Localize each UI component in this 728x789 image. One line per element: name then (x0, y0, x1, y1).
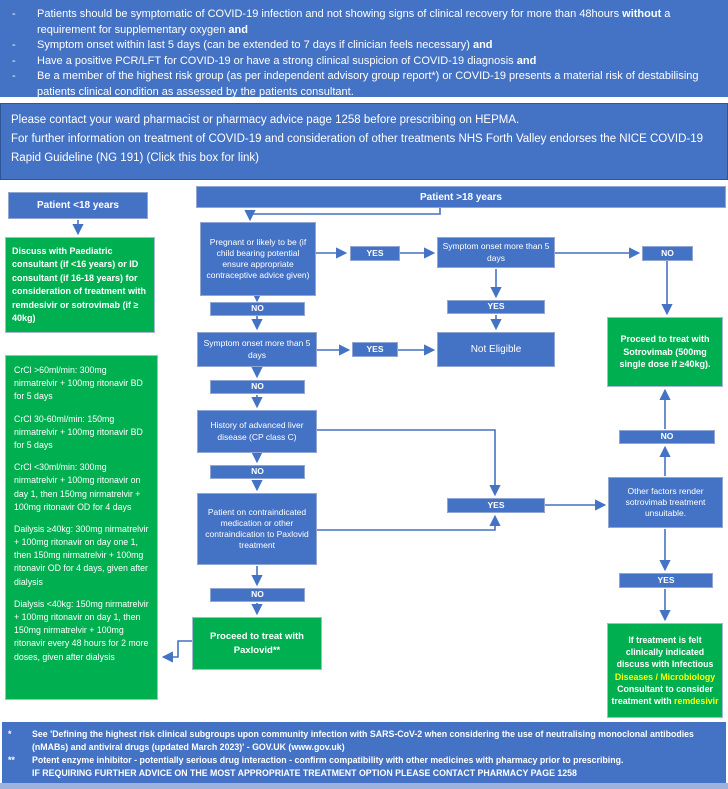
bullet-text: Have a positive PCR/LFT for COVID-19 or have a strong clinical suspicion of COVID-19 diagnosis and (37, 54, 537, 67)
label-no-contraindicated: NO (210, 588, 305, 602)
node-not-eligible: Not Eligible (437, 332, 555, 367)
footnote-1 (8, 728, 718, 754)
connector-liver-to-yes4 (317, 430, 495, 494)
label-yes-pregnant: YES (350, 246, 400, 261)
label-yes-unsuitable: YES (447, 498, 545, 513)
bullet-dash: - (12, 70, 16, 82)
bullet-dash: - (12, 39, 16, 51)
footnote-2 (8, 754, 718, 767)
pharmacy-contact-link-box[interactable] (0, 103, 728, 180)
node-proceed-sotrovimab: Proceed to treat with Sotrovimab (500mg single dose if ≥40kg). (607, 317, 723, 387)
dosing-dialysis-under-40kg: Dialysis <40kg: 150mg nirmatrelvir + 100mg ritonavir on day 1, then 150mg nirmatrelvir + 100mg ritonavir every 48 hours for 2 more doses, given after dialysis (14, 598, 149, 662)
node-symptom-onset-left: Symptom onset more than 5 days (197, 332, 317, 367)
connector-contra-to-yes4 (317, 517, 495, 530)
node-symptom-onset-right: Symptom onset more than 5 days (437, 237, 555, 268)
footnote-pharmacy-advice: IF REQUIRING FURTHER ADVICE ON THE MOST APPROPRIATE TREATMENT OPTION PLEASE CONTACT PHARMACY PAGE 1258 (32, 768, 577, 778)
node-liver-disease: History of advanced liver disease (CP class C) (197, 410, 317, 453)
contact-line-1: Please contact your ward pharmacist or pharmacy advice page 1258 before prescribing on HEPMA. (11, 114, 520, 126)
bullet-text: Be a member of the highest risk group (as per independent advisory group report*) or COVID-19 presents a material risk of destabilising patients clinical condition as assessed by the patients consultant. (37, 70, 699, 98)
node-other-factors: Other factors render sotrovimab treatment unsuitable. (608, 477, 723, 528)
connector-over18-to-pregnant (250, 208, 440, 219)
criteria-bullet (12, 38, 716, 54)
footer-strip (0, 783, 728, 789)
dosing-crcl-under-30: CrCl <30ml/min: 300mg nirmatrelvir + 100mg ritonavir on day 1, then 150mg nirmatrelvir + 100mg ritonavir OD for 4 days (14, 462, 141, 512)
node-paxlovid-dosing-guide (5, 355, 158, 700)
node-contraindicated-medication: Patient on contraindicated medication or other contraindication to Paxlovid treatment (197, 493, 317, 565)
label-no-symptom-left: NO (210, 380, 305, 394)
dosing-dialysis-over-40kg: Dailysis ≥40kg: 300mg nirmatrelvir + 100mg ritonavir on day one 1, then 150mg nirmatrelvir + 100mg ritonavir OD for 4 days, given after dialysis (14, 523, 149, 587)
footnote-2-marker: ** (8, 755, 15, 765)
criteria-bullet (12, 7, 716, 38)
footnote-1-text: See 'Defining the highest risk clinical subgroups upon community infection with SARS-CoV-2 when considering the use of neutralising monoclonal antibodies (nMABs) and antiviral drugs (updated March 2023)' - GOV.UK (www.gov.uk) (32, 729, 694, 752)
bullet-dash: - (12, 8, 16, 20)
dosing-crcl-over-60: CrCl >60ml/min: 300mg nirmatrelvir + 100mg ritonavir BD for 5 days (14, 365, 143, 402)
footnote-1-marker: * (8, 729, 12, 739)
footnotes-banner (2, 722, 726, 783)
node-proceed-paxlovid: Proceed to treat with Paxlovid** (192, 617, 322, 670)
eligibility-criteria-banner (0, 0, 728, 97)
node-discuss-remdesivir: If treatment is felt clinically indicated discuss with Infectious Diseases / Microbiology Consultant to consider treatment with remdesivir (607, 623, 723, 718)
label-no-pregnant: NO (210, 302, 305, 316)
label-yes-symptom-right: YES (447, 300, 545, 314)
criteria-bullet (12, 69, 716, 100)
dosing-crcl-30-60: CrCl 30-60ml/min: 150mg nirmatrelvir + 100mg ritonavir BD for 5 days (14, 413, 143, 450)
criteria-bullet (12, 54, 716, 70)
bullet-text: Patients should be symptomatic of COVID-19 infection and not showing signs of clinical recovery for more than 48hours without a requirement for supplementary oxygen and (37, 8, 671, 36)
node-patient-under-18: Patient <18 years (8, 192, 148, 219)
label-no-symptom-right: NO (642, 246, 693, 261)
node-discuss-paediatric: Discuss with Paediatric consultant (if <16 years) or ID consultant (if 16-18 years) for consideration of treatment with remdesivir or sotrovimab (if ≥ 40kg) (5, 237, 155, 333)
label-yes-symptom-left: YES (352, 342, 398, 357)
contact-line-2: For further information on treatment of COVID-19 and consideration of other treatments NHS Forth Valley endorses the NICE COVID-19 Rapid Guideline (NG 191) (Click this box for link) (11, 133, 704, 164)
bullet-text: Symptom onset within last 5 days (can be extended to 7 days if clinician feels necessary) and (37, 39, 493, 51)
label-yes-otherfactors: YES (619, 573, 713, 588)
label-no-otherfactors: NO (619, 430, 715, 444)
connector-paxlovid-to-dosing (164, 641, 192, 657)
bullet-dash: - (12, 54, 16, 67)
node-pregnant-check: Pregnant or likely to be (if child bearing potential ensure appropriate contraceptive advice given) (200, 222, 316, 296)
label-no-liver: NO (210, 465, 305, 479)
node-patient-over-18: Patient >18 years (196, 186, 726, 208)
footnote-2-text: Potent enzyme inhibitor - potentially serious drug interaction - confirm compatibility with other medicines with pharmacy prior to prescribing. (32, 755, 624, 765)
